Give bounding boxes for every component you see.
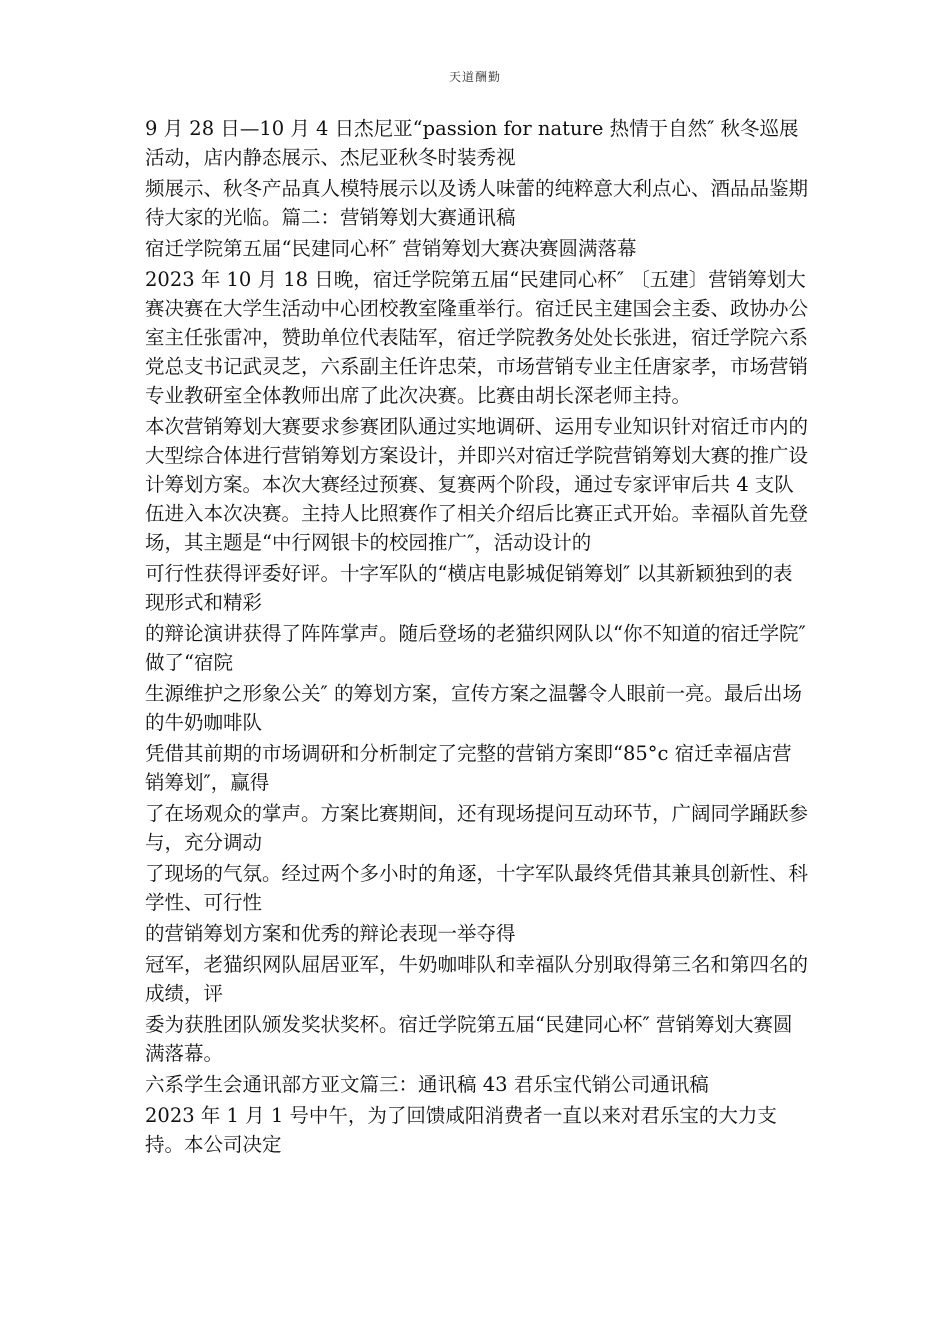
paragraph: 委为获胜团队颁发奖状奖杯。宿迁学院第五届“民建同心杯″ 营销筹划大赛圆满落幕。 xyxy=(145,1013,793,1065)
paragraph: 凭借其前期的市场调研和分析制定了完整的营销方案即“85°c 宿迁幸福店营销筹划″，赢得 xyxy=(145,742,792,794)
paragraph: 六系学生会通讯部方亚文篇三：通讯稿 43 君乐宝代销公司通讯稿 xyxy=(145,1073,709,1096)
paragraph: 了在场观众的掌声。方案比赛期间，还有现场提问互动环节，广阔同学踊跃参与，充分调动 xyxy=(145,802,809,854)
paragraph: 的营销筹划方案和优秀的辩论表现一举夺得 xyxy=(145,922,516,945)
paragraph: 本次营销筹划大赛要求参赛团队通过实地调研、运用专业知识针对宿迁市内的大型综合体进行营销筹划方案设计，并即兴对宿迁学院营销筹划大赛的推广设计筹划方案。本次大赛经过预赛、复赛两个阶段，通过专家评审后共 4 支队伍进入本次决赛。主持人比照赛作了相关介绍后比赛正式开始。幸福队首先登场，其主题是“中行网银卡的校园推广″，活动设计的 xyxy=(145,415,809,554)
paragraph: 生源维护之形象公关″ 的筹划方案，宣传方案之温馨令人眼前一亮。最后出场的牛奶咖啡队 xyxy=(145,682,802,734)
paragraph: 宿迁学院第五届“民建同心杯″ 营销筹划大赛决赛圆满落幕 xyxy=(145,237,637,260)
paragraph: 频展示、秋冬产品真人模特展示以及诱人味蕾的纯粹意大利点心、酒品品鉴期待大家的光临。篇二：营销筹划大赛通讯稿 xyxy=(145,177,809,229)
paragraph: 可行性获得评委好评。十字军队的“横店电影城促销筹划″ 以其新颖独到的表现形式和精彩 xyxy=(145,562,793,614)
paragraph: 了现场的气氛。经过两个多小时的角逐，十字军队最终凭借其兼具创新性、科学性、可行性 xyxy=(145,862,809,914)
paragraph: 2023 年 1 月 1 号中午，为了回馈咸阳消费者一直以来对君乐宝的大力支持。本公司决定 xyxy=(145,1104,777,1156)
page-header: 天道酬勤 xyxy=(448,70,501,84)
paragraph: 冠军，老猫织网队屈居亚军，牛奶咖啡队和幸福队分别取得第三名和第四名的成绩，评 xyxy=(145,953,809,1005)
document-body xyxy=(145,114,811,1161)
paragraph: 的辩论演讲获得了阵阵掌声。随后登场的老猫织网队以“你不知道的宿迁学院″ 做了“宿院 xyxy=(145,622,812,674)
paragraph: 9 月 28 日—10 月 4 日杰尼亚“passion for nature 热情于自然″ 秋冬巡展活动，店内静态展示、杰尼亚秋冬时装秀视 xyxy=(145,117,799,169)
paragraph: 2023 年 10 月 18 日晚，宿迁学院第五届“民建同心杯″ 〔五建〕营销筹划大赛决赛在大学生活动中心团校教室隆重举行。宿迁民主建国会主委、政协办公室主任张雷冲，赞助单位代表陆军，宿迁学院教务处处长张进，宿迁学院六系党总支书记武灵芝，六系副主任许忠荣，市场营销专业主任唐家孝，市场营销专业教研室全体教师出席了此次决赛。比赛由胡长深老师主持。 xyxy=(145,268,809,407)
